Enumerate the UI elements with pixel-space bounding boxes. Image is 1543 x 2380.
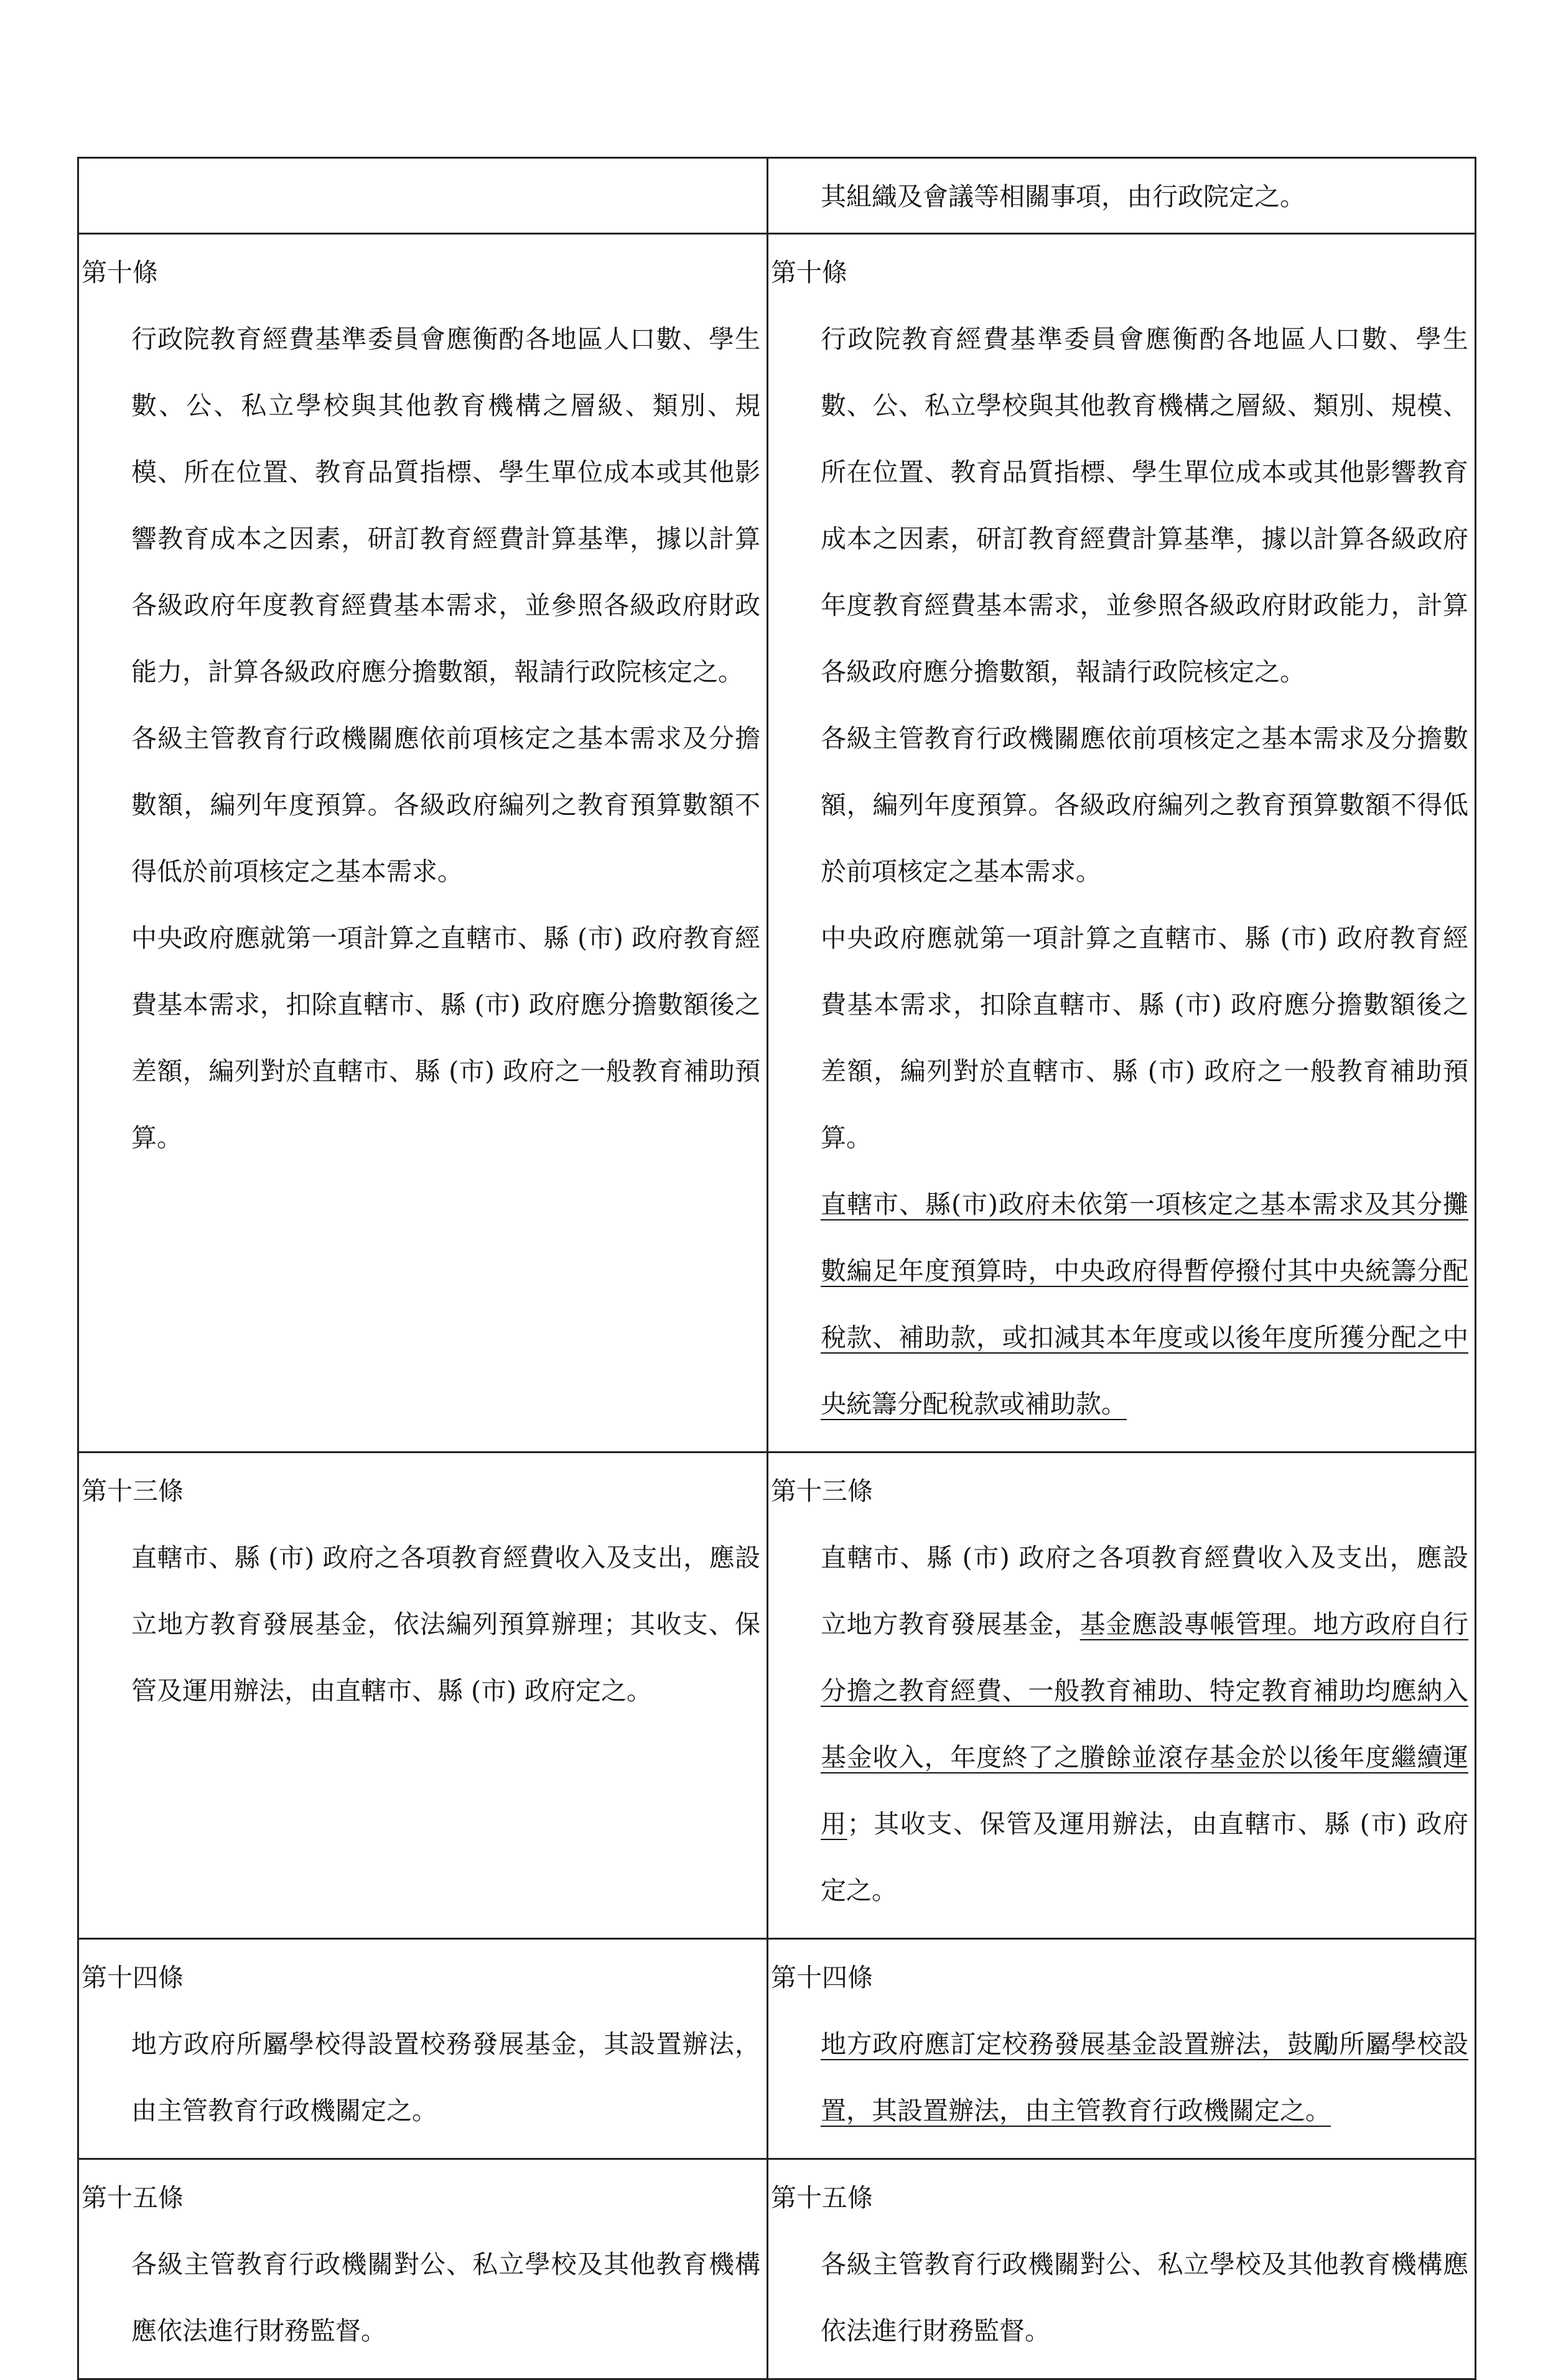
table-row [78, 158, 1476, 234]
paragraph: 行政院教育經費基準委員會應衡酌各地區人口數、學生數、公、私立學校與其他教育機構之層級、類別、規模、所在位置、教育品質指標、學生單位成本或其他影響教育成本之因素，研訂教育經費計算基準，據以計算各級政府年度教育經費基本需求，並參照各級政府財政能力，計算各級政府應分擔數額，報請行政院核定之。 [821, 324, 1468, 687]
paragraph: 中央政府應就第一項計算之直轄市、縣 (市) 政府教育經費基本需求，扣除直轄市、縣 (市) 政府應分擔數額後之差額，編列對於直轄市、縣 (市) 政府之一般教育補助預算。 [821, 923, 1468, 1153]
left-cell [78, 1453, 768, 1939]
article-heading: 第十四條 [82, 1963, 184, 1992]
amended-paragraph [771, 2011, 1471, 2144]
left-cell [78, 234, 768, 1453]
article-heading: 第十四條 [771, 1963, 873, 1992]
article-heading: 第十條 [771, 258, 847, 287]
paragraph: 地方政府所屬學校得設置校務發展基金，其設置辦法，由主管教育行政機關定之。 [131, 2029, 760, 2126]
plain-text: 直轄市、縣 (市) 政府之各項教育經費收入及支出，應設立地方教育發展基金， [821, 1543, 1468, 1639]
right-cell [768, 234, 1476, 1453]
right-cell [768, 158, 1476, 234]
paragraph: 各級主管教育行政機關對公、私立學校及其他教育機構應依法進行財務監督。 [821, 2249, 1468, 2346]
article-heading: 第十條 [82, 258, 158, 287]
paragraph: 各級主管教育行政機關應依前項核定之基本需求及分擔數額，編列年度預算。各級政府編列之教育預算數額不得低於前項核定之基本需求。 [821, 723, 1468, 886]
paragraph: 行政院教育經費基準委員會應衡酌各地區人口數、學生數、公、私立學校與其他教育機構之層級、類別、規模、所在位置、教育品質指標、學生單位成本或其他影響教育成本之因素，研訂教育經費計算基準，據以計算各級政府年度教育經費基本需求，並參照各級政府財政能力，計算各級政府應分擔數額，報請行政院核定之。 [131, 324, 760, 687]
article-heading: 第十三條 [771, 1476, 873, 1506]
table-row [78, 2159, 1476, 2379]
article-heading: 第十五條 [771, 2183, 873, 2213]
amended-paragraph [771, 1171, 1471, 1438]
underlined-text: 基金應設專帳管理。地方政府自行分擔之教育經費、一般教育補助、特定教育補助均應納入基金收入，年度終了之賸餘並滾存基金於以後年度繼續運用 [821, 1609, 1469, 1839]
right-cell [768, 1453, 1476, 1939]
left-cell [78, 1939, 768, 2159]
article-heading: 第十三條 [82, 1476, 184, 1506]
paragraph: 各級主管教育行政機關應依前項核定之基本需求及分擔數額，編列年度預算。各級政府編列之教育預算數額不得低於前項核定之基本需求。 [131, 723, 760, 886]
paragraph: 中央政府應就第一項計算之直轄市、縣 (市) 政府教育經費基本需求，扣除直轄市、縣 (市) 政府應分擔數額後之差額，編列對於直轄市、縣 (市) 政府之一般教育補助預算。 [131, 923, 760, 1153]
right-cell [768, 2159, 1476, 2379]
table-row [78, 1939, 1476, 2159]
paragraph: 各級主管教育行政機關對公、私立學校及其他教育機構應依法進行財務監督。 [131, 2249, 760, 2346]
table-row [78, 234, 1476, 1453]
left-cell [78, 158, 768, 234]
paragraph: 其組織及會議等相關事項，由行政院定之。 [821, 182, 1305, 212]
table-row [78, 1453, 1476, 1939]
underlined-text: 直轄市、縣(市)政府未依第一項核定之基本需求及其分攤數編足年度預算時，中央政府得暫停撥付其中央統籌分配稅款、補助款，或扣減其本年度或以後年度所獲分配之中央統籌分配稅款或補助款。 [821, 1189, 1468, 1419]
right-cell [768, 1939, 1476, 2159]
article-heading: 第十五條 [82, 2183, 184, 2213]
underlined-text: 地方政府應訂定校務發展基金設置辦法，鼓勵所屬學校設置，其設置辦法，由主管教育行政機關定之。 [821, 2029, 1468, 2126]
amended-paragraph [771, 1525, 1471, 1924]
left-cell [78, 2159, 768, 2379]
paragraph: 直轄市、縣 (市) 政府之各項教育經費收入及支出，應設立地方教育發展基金，依法編列預算辦理；其收支、保管及運用辦法，由直轄市、縣 (市) 政府定之。 [131, 1543, 760, 1706]
comparison-table [77, 157, 1476, 2380]
plain-text: ；其收支、保管及運用辦法，由直轄市、縣 (市) 政府定之。 [821, 1809, 1469, 1905]
